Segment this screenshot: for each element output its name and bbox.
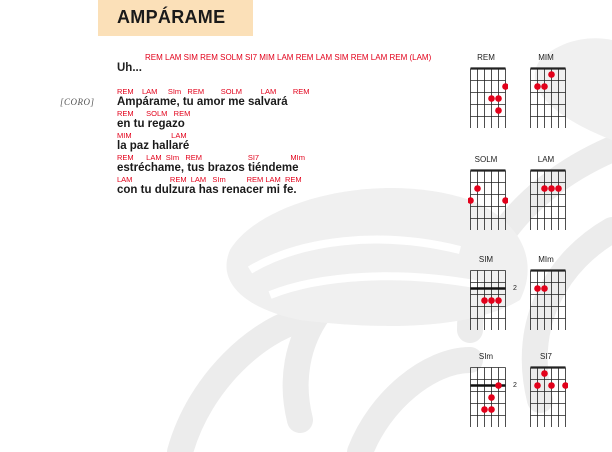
chord-line: REM LAM SIm REM SI7 MIm (117, 153, 305, 162)
finger-dot (534, 382, 541, 389)
finger-dot (541, 185, 548, 192)
finger-dot (495, 95, 502, 102)
fretboard-grid (528, 168, 568, 230)
finger-dot (534, 83, 541, 90)
finger-dot (474, 185, 481, 192)
finger-dot (481, 297, 488, 304)
finger-dot (488, 95, 495, 102)
chord-diagram-sim (462, 255, 522, 331)
finger-dot (468, 197, 474, 204)
finger-dot (481, 406, 488, 413)
fretboard-grid (528, 365, 568, 427)
finger-dot (541, 370, 548, 377)
intro-chords: REM LAM SIM REM SOLM SI7 MIM LAM REM LAM SIM REM LAM REM (LAM) (145, 53, 432, 62)
fretboard-grid (528, 66, 568, 128)
chord-diagram-solm (462, 155, 522, 231)
fret-number: 2 (513, 285, 517, 292)
finger-dot (555, 185, 562, 192)
intro-lyric: Uh... (117, 62, 142, 74)
fretboard-grid (468, 268, 508, 330)
chord-diagram-name: SI7 (539, 352, 552, 361)
chord-diagram-name: MIM (538, 53, 554, 62)
chord-line: LAM REM LAM SIm REM LAM REM (117, 175, 302, 184)
finger-dot (548, 185, 555, 192)
chord-diagram-si7 (522, 352, 582, 428)
chord-diagram-lam (522, 155, 582, 231)
finger-dot (502, 197, 508, 204)
lyric-line: la paz hallaré (117, 140, 190, 152)
chord-line: MIM LAM (117, 131, 187, 140)
fret-number: 2 (513, 382, 517, 389)
fretboard-grid (468, 66, 508, 128)
chord-diagram-name: LAM (537, 155, 555, 164)
chord-diagram-name: MIm (538, 255, 554, 264)
chord-diagram-name: SIm (478, 352, 494, 361)
chord-diagram-mim-minor (522, 255, 582, 331)
finger-dot (488, 297, 495, 304)
lyric-line: con tu dulzura has renacer mi fe. (117, 184, 297, 196)
lyric-line: Ampárame, tu amor me salvará (117, 96, 288, 108)
chord-diagram-mim (522, 53, 582, 129)
chord-diagram-name: SOLM (474, 155, 498, 164)
finger-dot (562, 382, 568, 389)
finger-dot (488, 394, 495, 401)
finger-dot (548, 382, 555, 389)
chord-diagram-rem (462, 53, 522, 129)
finger-dot (502, 83, 508, 90)
fretboard-grid (468, 365, 508, 427)
coro-label: [CORO] (60, 97, 95, 107)
fretboard-grid (528, 268, 568, 330)
finger-dot (495, 297, 502, 304)
chord-line: REM SOLM REM (117, 109, 191, 118)
song-title: AMPÁRAME (117, 7, 226, 27)
chord-diagram-name: REM (477, 53, 495, 62)
lyric-line: estréchame, tus brazos tiéndeme (117, 162, 299, 174)
finger-dot (534, 285, 541, 292)
finger-dot (488, 406, 495, 413)
fretboard-grid (468, 168, 508, 230)
finger-dot (541, 285, 548, 292)
finger-dot (495, 107, 502, 114)
chord-line: REM LAM SIm REM SOLM LAM REM (117, 87, 310, 96)
finger-dot (548, 71, 555, 78)
lyric-line: en tu regazo (117, 118, 185, 130)
finger-dot (541, 83, 548, 90)
chord-diagram-sim-minor (462, 352, 522, 428)
finger-dot (495, 382, 502, 389)
chord-diagram-name: SIM (478, 255, 494, 264)
